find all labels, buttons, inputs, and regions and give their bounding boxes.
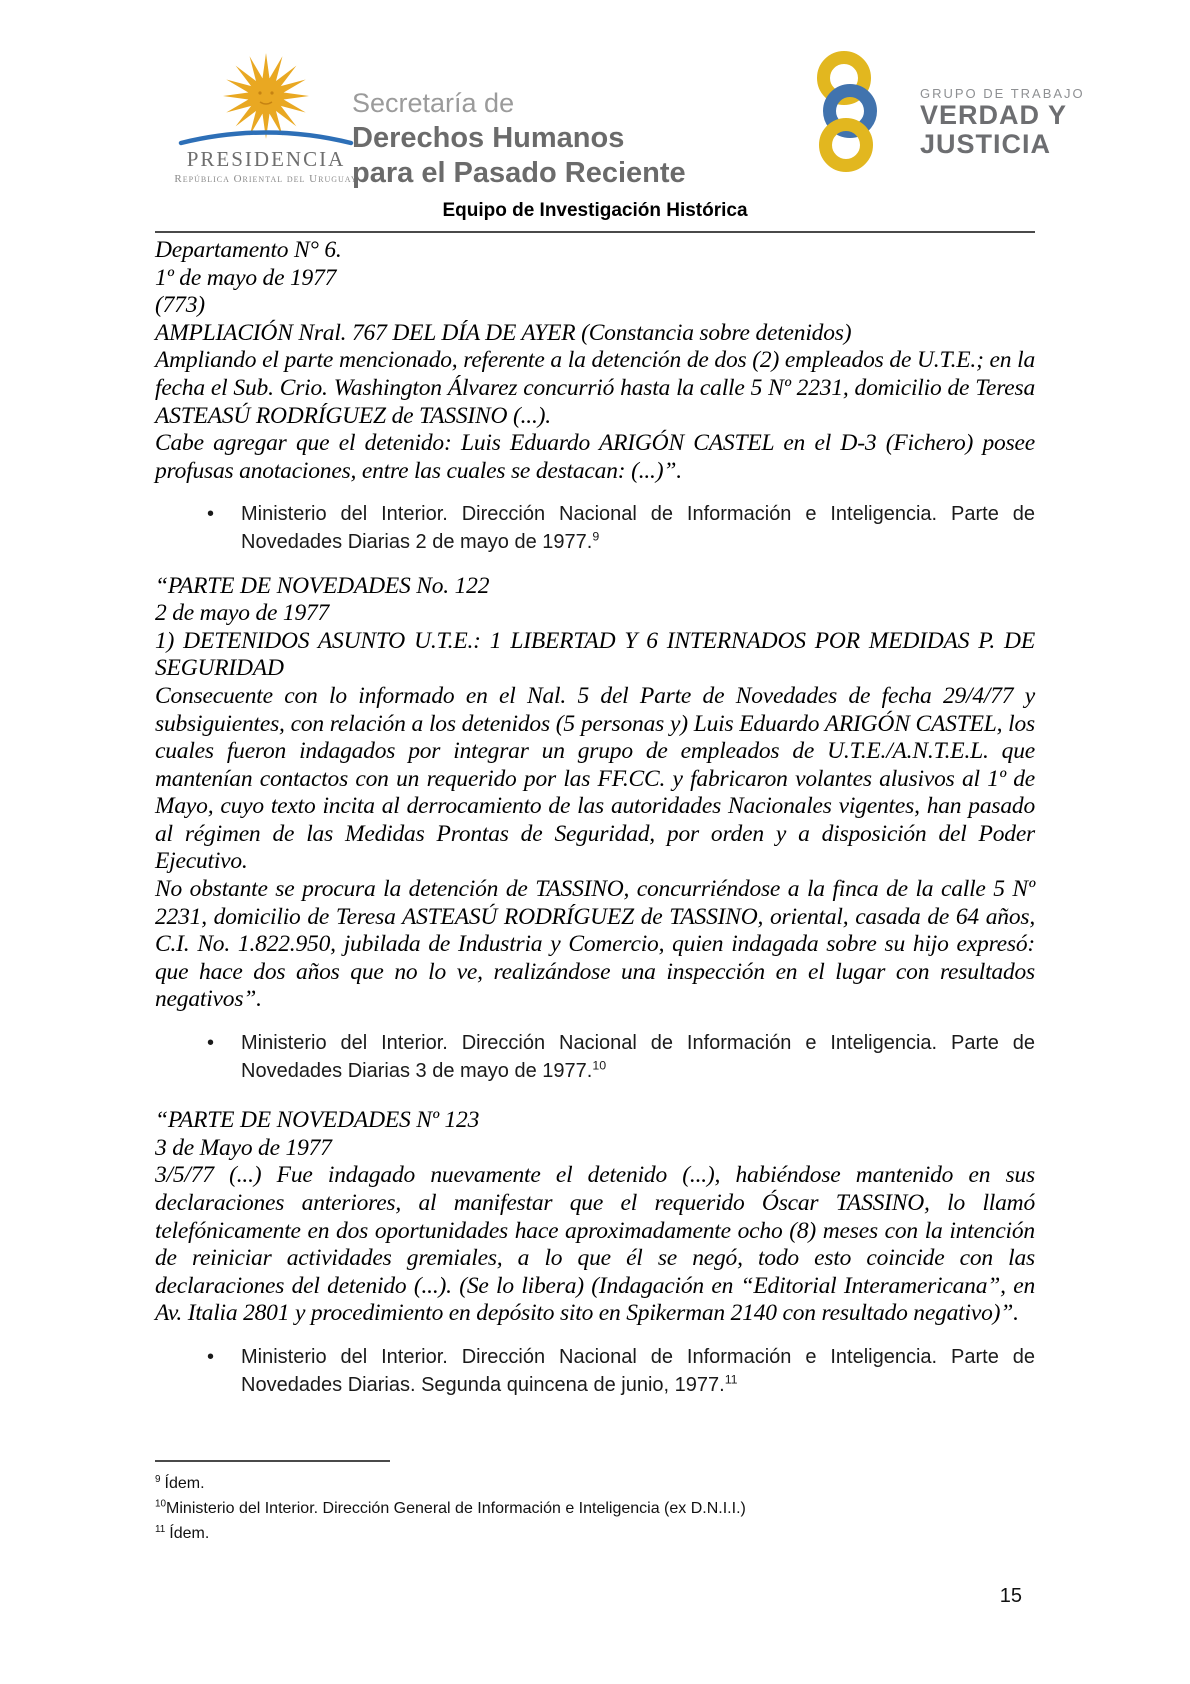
presidencia-subtitle: República Oriental del Uruguay	[174, 173, 358, 185]
verdad-line: VERDAD Y	[920, 100, 1068, 130]
footnote-9	[155, 1471, 1035, 1496]
footnote-ref: 9	[592, 529, 600, 544]
citation-body: Ministerio del Interior. Dirección Nacional de Información e Inteligencia. Parte de Novedades Diarias. Segunda quincena de junio, 1977.	[241, 1345, 1035, 1396]
verdad-justicia-logo	[808, 48, 1085, 183]
justicia-line: JUSTICIA	[920, 129, 1052, 159]
citation-body: Ministerio del Interior. Dirección Nacional de Información e Inteligencia. Parte de Novedades Diarias 3 de mayo de 1977.	[241, 1032, 1035, 1082]
quote-line: Consecuente con lo informado en el Nal. 5 del Parte de Novedades de fecha 29/4/77 y subsiguientes, con relación a los detenidos (5 personas y) Luis Eduardo ARIGÓN CASTEL, los cuales fueron indagados por integrar un grupo de empleados de U.T.E./A.N.T.E.L. que mantenían contactos con un requerido por las FF.CC. y fabricaron volantes alusivos al 1º de Mayo, cuyo texto incita al derrocamiento de las autoridades Nacionales vigentes, han pasado al régimen de las Medidas Prontas de Seguridad, por orden y a disposición del Poder Ejecutivo.	[155, 682, 1035, 875]
footnote-number: 9	[155, 1473, 161, 1485]
document-body	[155, 237, 1035, 1415]
quote-line: No obstante se procura la detención de TASSINO, concurriéndose a la finca de la calle 5 Nº 2231, domicilio de Teresa ASTEASÚ RODRÍGUEZ de TASSINO, oriental, casada de 64 años, C.I. No. 1.822.950, jubilada de Industria y Comercio, quien indagada sobre su hijo expresó: que hace dos años que no lo ve, realizándose una inspección en el lugar con resultados negativos”.	[155, 876, 1035, 1013]
citation-text	[241, 1030, 1035, 1085]
footnote-number: 10	[155, 1498, 167, 1510]
footnote-separator	[155, 1460, 390, 1462]
quote-line: Departamento N° 6.	[155, 237, 342, 263]
quoted-excerpt-3	[155, 1107, 1035, 1328]
horizon-arc-icon	[178, 124, 354, 146]
quote-line: AMPLIACIÓN Nral. 767 DEL DÍA DE AYER (Constancia sobre detenidos)	[155, 319, 852, 346]
citation-body: Ministerio del Interior. Dirección Nacional de Información e Inteligencia. Parte de Novedades Diarias 2 de mayo de 1977.	[241, 503, 1035, 553]
bullet-marker: •	[207, 1032, 215, 1055]
quote-line: Ampliando el parte mencionado, referente a la detención de dos (2) empleados de U.T.E.; en la fecha el Sub. Crio. Washington Álvarez concurrió hasta la calle 5 Nº 2231, domicilio de Teresa ASTEASÚ RODRÍGUEZ de TASSINO (...).	[155, 347, 1035, 429]
footnote-11	[155, 1521, 1035, 1546]
quote-line: “PARTE DE NOVEDADES No. 122	[155, 572, 490, 599]
footnote-10	[155, 1496, 1035, 1521]
quoted-excerpt-2	[155, 573, 1035, 1015]
interlocking-rings-icon	[808, 48, 908, 183]
quote-line: 2 de mayo de 1977	[155, 600, 330, 627]
footnote-number: 11	[155, 1523, 166, 1535]
quote-line: “PARTE DE NOVEDADES Nº 123	[155, 1107, 480, 1134]
source-citation-bullet-2	[155, 1030, 1035, 1085]
footnotes-section	[155, 1460, 1035, 1546]
secretaria-line3: para el Pasado Reciente	[352, 157, 686, 189]
page-header	[0, 0, 1190, 190]
section-title: Equipo de Investigación Histórica	[155, 200, 1035, 233]
quote-line: (773)	[155, 292, 205, 319]
quote-line: 1) DETENIDOS ASUNTO U.T.E.: 1 LIBERTAD Y 6 INTERNADOS POR MEDIDAS P. DE SEGURIDAD	[155, 627, 1035, 682]
footnote-text: Ministerio del Interior. Dirección General de Información e Inteligencia (ex D.N.I.I.)	[166, 1500, 746, 1517]
quote-line: 1º de mayo de 1977	[155, 264, 337, 291]
grupo-de-trabajo-kicker: GRUPO DE TRABAJO	[920, 86, 1085, 101]
footnote-ref: 10	[592, 1057, 607, 1072]
bullet-marker: •	[207, 1345, 215, 1368]
verdad-justicia-text	[920, 86, 1085, 183]
citation-text	[241, 1344, 1035, 1399]
bullet-marker: •	[207, 503, 215, 526]
source-citation-bullet-3	[155, 1344, 1035, 1399]
presidencia-logo	[174, 52, 358, 185]
page-number: 15	[999, 1585, 1022, 1607]
footnote-text: Ídem.	[169, 1525, 210, 1542]
quote-line: 3 de Mayo de 1977	[155, 1134, 332, 1161]
source-citation-bullet-1	[155, 501, 1035, 556]
footnote-text: Ídem.	[164, 1475, 205, 1492]
citation-text	[241, 501, 1035, 556]
secretaria-line1: Secretaría de	[352, 88, 515, 118]
quote-line: 3/5/77 (...) Fue indagado nuevamente el detenido (...), habiéndose mantenido en sus declaraciones anteriores, al manifestar que el requerido Óscar TASSINO, lo llamó telefónicamente en dos oportunidades hace aproximadamente ocho (8) meses con la intención de reiniciar actividades gremiales, a lo que él se negó, todo esto coincide con las declaraciones del detenido (...). (Se lo libera) (Indagación en “Editorial Interamericana”, en Av. Italia 2801 y procedimiento en depósito sito en Spikerman 2140 con resultado negativo)”.	[155, 1162, 1035, 1327]
footnote-ref: 11	[724, 1371, 738, 1386]
quoted-excerpt-1	[155, 237, 1035, 485]
secretaria-line2: Derechos Humanos	[352, 122, 625, 154]
quote-line: Cabe agregar que el detenido: Luis Eduardo ARIGÓN CASTEL en el D-3 (Fichero) posee profusas anotaciones, entre las cuales se destacan: (...)”.	[155, 430, 1035, 484]
presidencia-wordmark: PRESIDENCIA	[186, 147, 346, 171]
secretaria-wordmark	[352, 86, 686, 191]
